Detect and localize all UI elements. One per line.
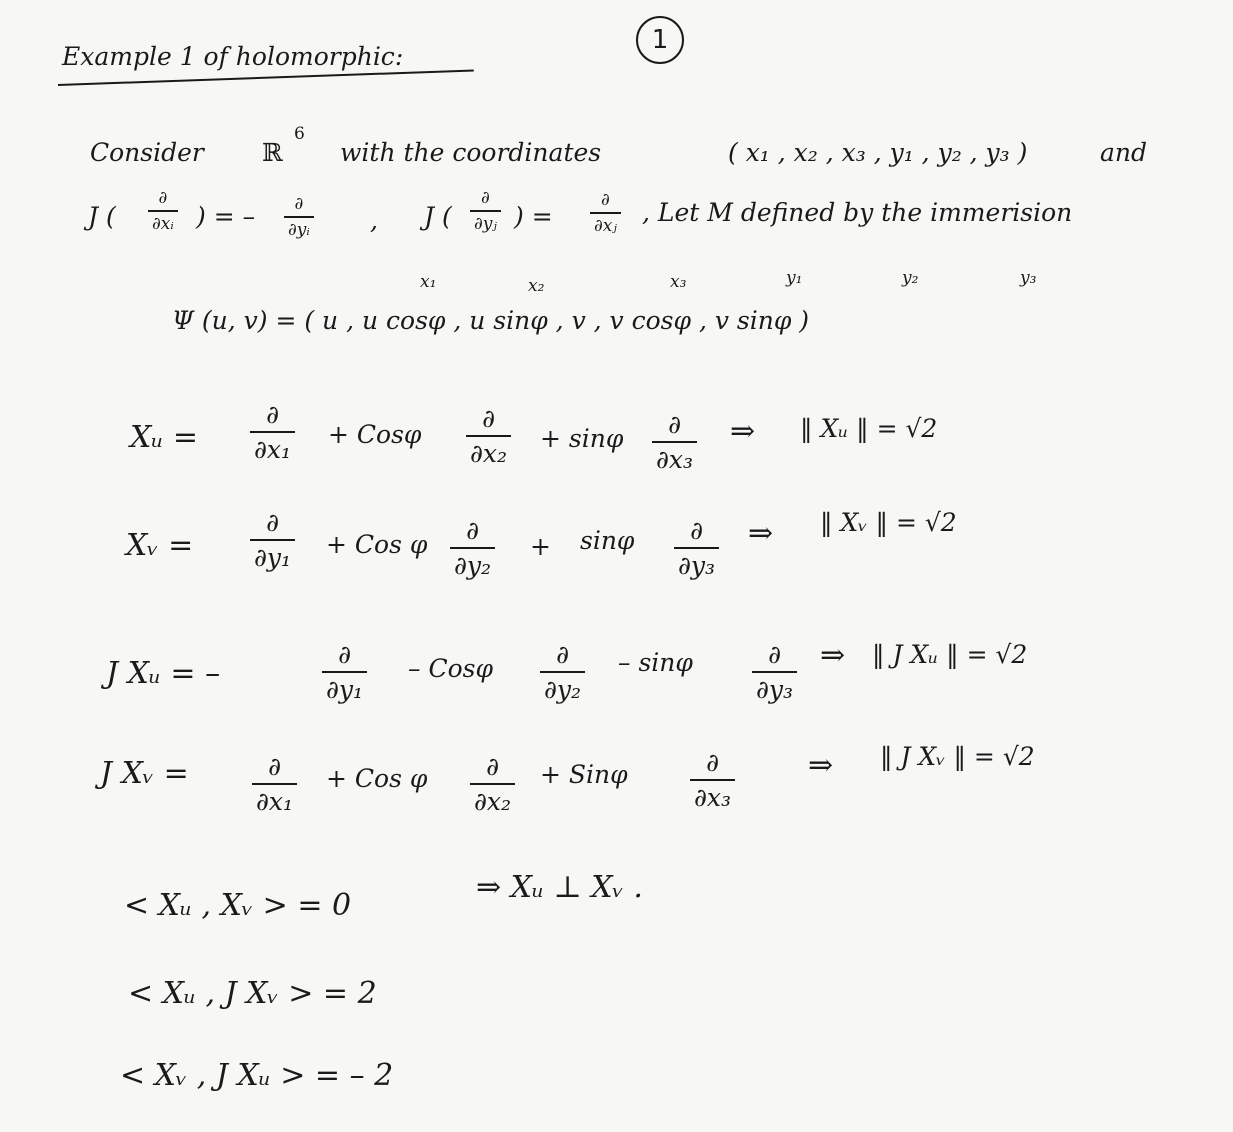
R-exponent: 6 <box>294 124 305 144</box>
frac-d-dy2: ∂ ∂y₂ <box>450 516 495 580</box>
frac-d-dx1-b: ∂ ∂x₁ <box>252 752 297 816</box>
frac-d-dxj: ∂ ∂xⱼ <box>590 190 621 236</box>
Xv-sin: sinφ <box>580 526 635 555</box>
J1-mid: ) = – <box>196 202 256 231</box>
orthogonal-conclusion: ⇒ Xᵤ ⊥ Xᵥ . <box>476 870 643 905</box>
consider-text: Consider <box>90 138 204 167</box>
label-x3: x₃ <box>670 272 687 292</box>
JXv-cos: + Cos φ <box>326 764 428 793</box>
frac-d-dy3-b: ∂ ∂y₃ <box>752 640 797 704</box>
JXu-lhs: J Xᵤ = – <box>106 656 221 691</box>
label-y3: y₃ <box>1020 268 1037 288</box>
frac-d-dy2-b: ∂ ∂y₂ <box>540 640 585 704</box>
inner-product-3: < Xᵥ , J Xᵤ > = – 2 <box>120 1058 394 1093</box>
label-x1: x₁ <box>420 272 437 292</box>
frac-d-dx2: ∂ ∂x₂ <box>466 404 511 468</box>
Xv-cos: + Cos φ <box>326 530 428 559</box>
JXv-lhs: J Xᵥ = <box>100 756 189 791</box>
Xu-cos: + Cosφ <box>328 420 422 449</box>
J2-lhs: J ( <box>424 202 452 231</box>
JXv-sin: + Sinφ <box>540 760 628 789</box>
JXv-norm: ‖ J Xᵥ ‖ = √2 <box>880 742 1035 771</box>
Xu-lhs: Xᵤ = <box>130 420 198 455</box>
R-symbol: ℝ <box>262 138 283 167</box>
page-title: Example 1 of holomorphic: <box>62 42 404 71</box>
coordinates: ( x₁ , x₂ , x₃ , y₁ , y₂ , y₃ ) <box>728 138 1028 167</box>
and-text: and <box>1100 138 1148 167</box>
psi-expression: Ψ (u, v) = ( u , u cosφ , u sinφ , v , v cosφ , v sinφ ) <box>172 306 810 335</box>
frac-d-dy1-b: ∂ ∂y₁ <box>322 640 367 704</box>
JXu-sin: – sinφ <box>618 648 693 677</box>
J1-lhs: J ( <box>88 202 116 231</box>
frac-d-dx3-b: ∂ ∂x₃ <box>690 748 735 812</box>
Xv-arrow: ⇒ <box>748 516 774 551</box>
J2-mid: ) = <box>514 202 553 231</box>
frac-d-dxi: ∂ ∂xᵢ <box>148 188 178 234</box>
JXv-arrow: ⇒ <box>808 748 834 783</box>
Xu-sin: + sinφ <box>540 424 624 453</box>
JXu-norm: ‖ J Xᵤ ‖ = √2 <box>872 640 1028 669</box>
frac-d-dyi: ∂ ∂yᵢ <box>284 194 314 240</box>
inner-product-1: < Xᵤ , Xᵥ > = 0 <box>124 888 352 923</box>
JXu-arrow: ⇒ <box>820 638 846 673</box>
Xv-norm: ‖ Xᵥ ‖ = √2 <box>820 508 957 537</box>
inner-product-2: < Xᵤ , J Xᵥ > = 2 <box>128 976 377 1011</box>
with-coords-text: with the coordinates <box>340 138 602 167</box>
J-comma: , <box>370 206 378 235</box>
frac-d-dy1: ∂ ∂y₁ <box>250 508 295 572</box>
label-x2: x₂ <box>528 276 545 296</box>
let-text: , Let M defined by the immerision <box>642 198 1073 227</box>
title-underline <box>58 69 474 86</box>
frac-d-dyj: ∂ ∂yⱼ <box>470 188 501 234</box>
Xv-lhs: Xᵥ = <box>126 528 194 563</box>
Xv-plus: + <box>530 532 551 561</box>
Xu-arrow: ⇒ <box>730 414 756 449</box>
frac-d-dx2-b: ∂ ∂x₂ <box>470 752 515 816</box>
Xu-norm: ‖ Xᵤ ‖ = √2 <box>800 414 938 443</box>
page-number: 1 <box>636 16 684 64</box>
frac-d-dx3: ∂ ∂x₃ <box>652 410 697 474</box>
frac-d-dy3: ∂ ∂y₃ <box>674 516 719 580</box>
frac-d-dx1: ∂ ∂x₁ <box>250 400 295 464</box>
label-y1: y₁ <box>786 268 803 288</box>
JXu-cos: – Cosφ <box>408 654 493 683</box>
label-y2: y₂ <box>902 268 919 288</box>
